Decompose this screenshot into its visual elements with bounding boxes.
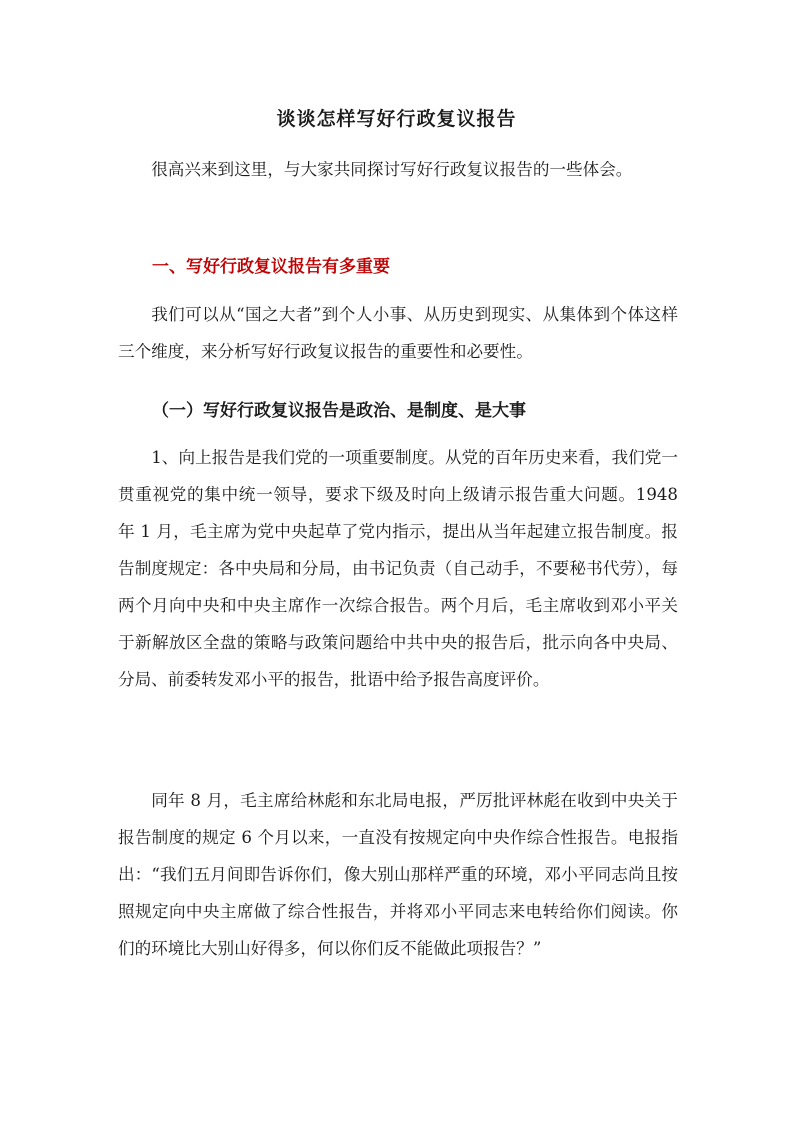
section-1-paragraph: 我们可以从“国之大者”到个人小事、从历史到现实、从集体到个体这样三个维度，来分析写好行政复议报告的重要性和必要性。	[118, 305, 678, 361]
paragraph-telegram: 同年 8 月，毛主席给林彪和东北局电报，严厉批评林彪在收到中央关于报告制度的规定 6 个月以来，一直没有按规定向中央作综合性报告。电报指出：“我们五月间即告诉你们，像大别山那样严重的环境，邓小平同志尚且按照规定向中央主席做了综合性报告，并将邓小平同志来电转给你们阅读。你们的环境比大别山好得多，何以你们反不能做此项报告？”	[118, 791, 678, 958]
document-title: 谈谈怎样写好行政复议报告	[276, 108, 517, 130]
subsection-heading-1: （一）写好行政复议报告是政治、是制度、是大事	[152, 401, 526, 421]
intro-paragraph: 很高兴来到这里，与大家共同探讨写好行政复议报告的一些体会。	[151, 160, 633, 179]
paragraph-report-system: 1、向上报告是我们党的一项重要制度。从党的百年历史来看，我们党一贯重视党的集中统一领导，要求下级及时向上级请示报告重大问题。1948 年 1 月，毛主席为党中央起草了党内指示，提出从当年起建立报告制度。报告制度规定：各中央局和分局，由书记负责（自己动手，不要秘书代劳），每两个月向中央和中央主席作一次综合报告。两个月后，毛主席收到邓小平关于新解放区全盘的策略与政策问题给中共中央的报告后，批示向各中央局、分局、前委转发邓小平的报告，批语中给予报告高度评价。	[118, 448, 678, 689]
section-heading-1: 一、写好行政复议报告有多重要	[152, 257, 390, 277]
